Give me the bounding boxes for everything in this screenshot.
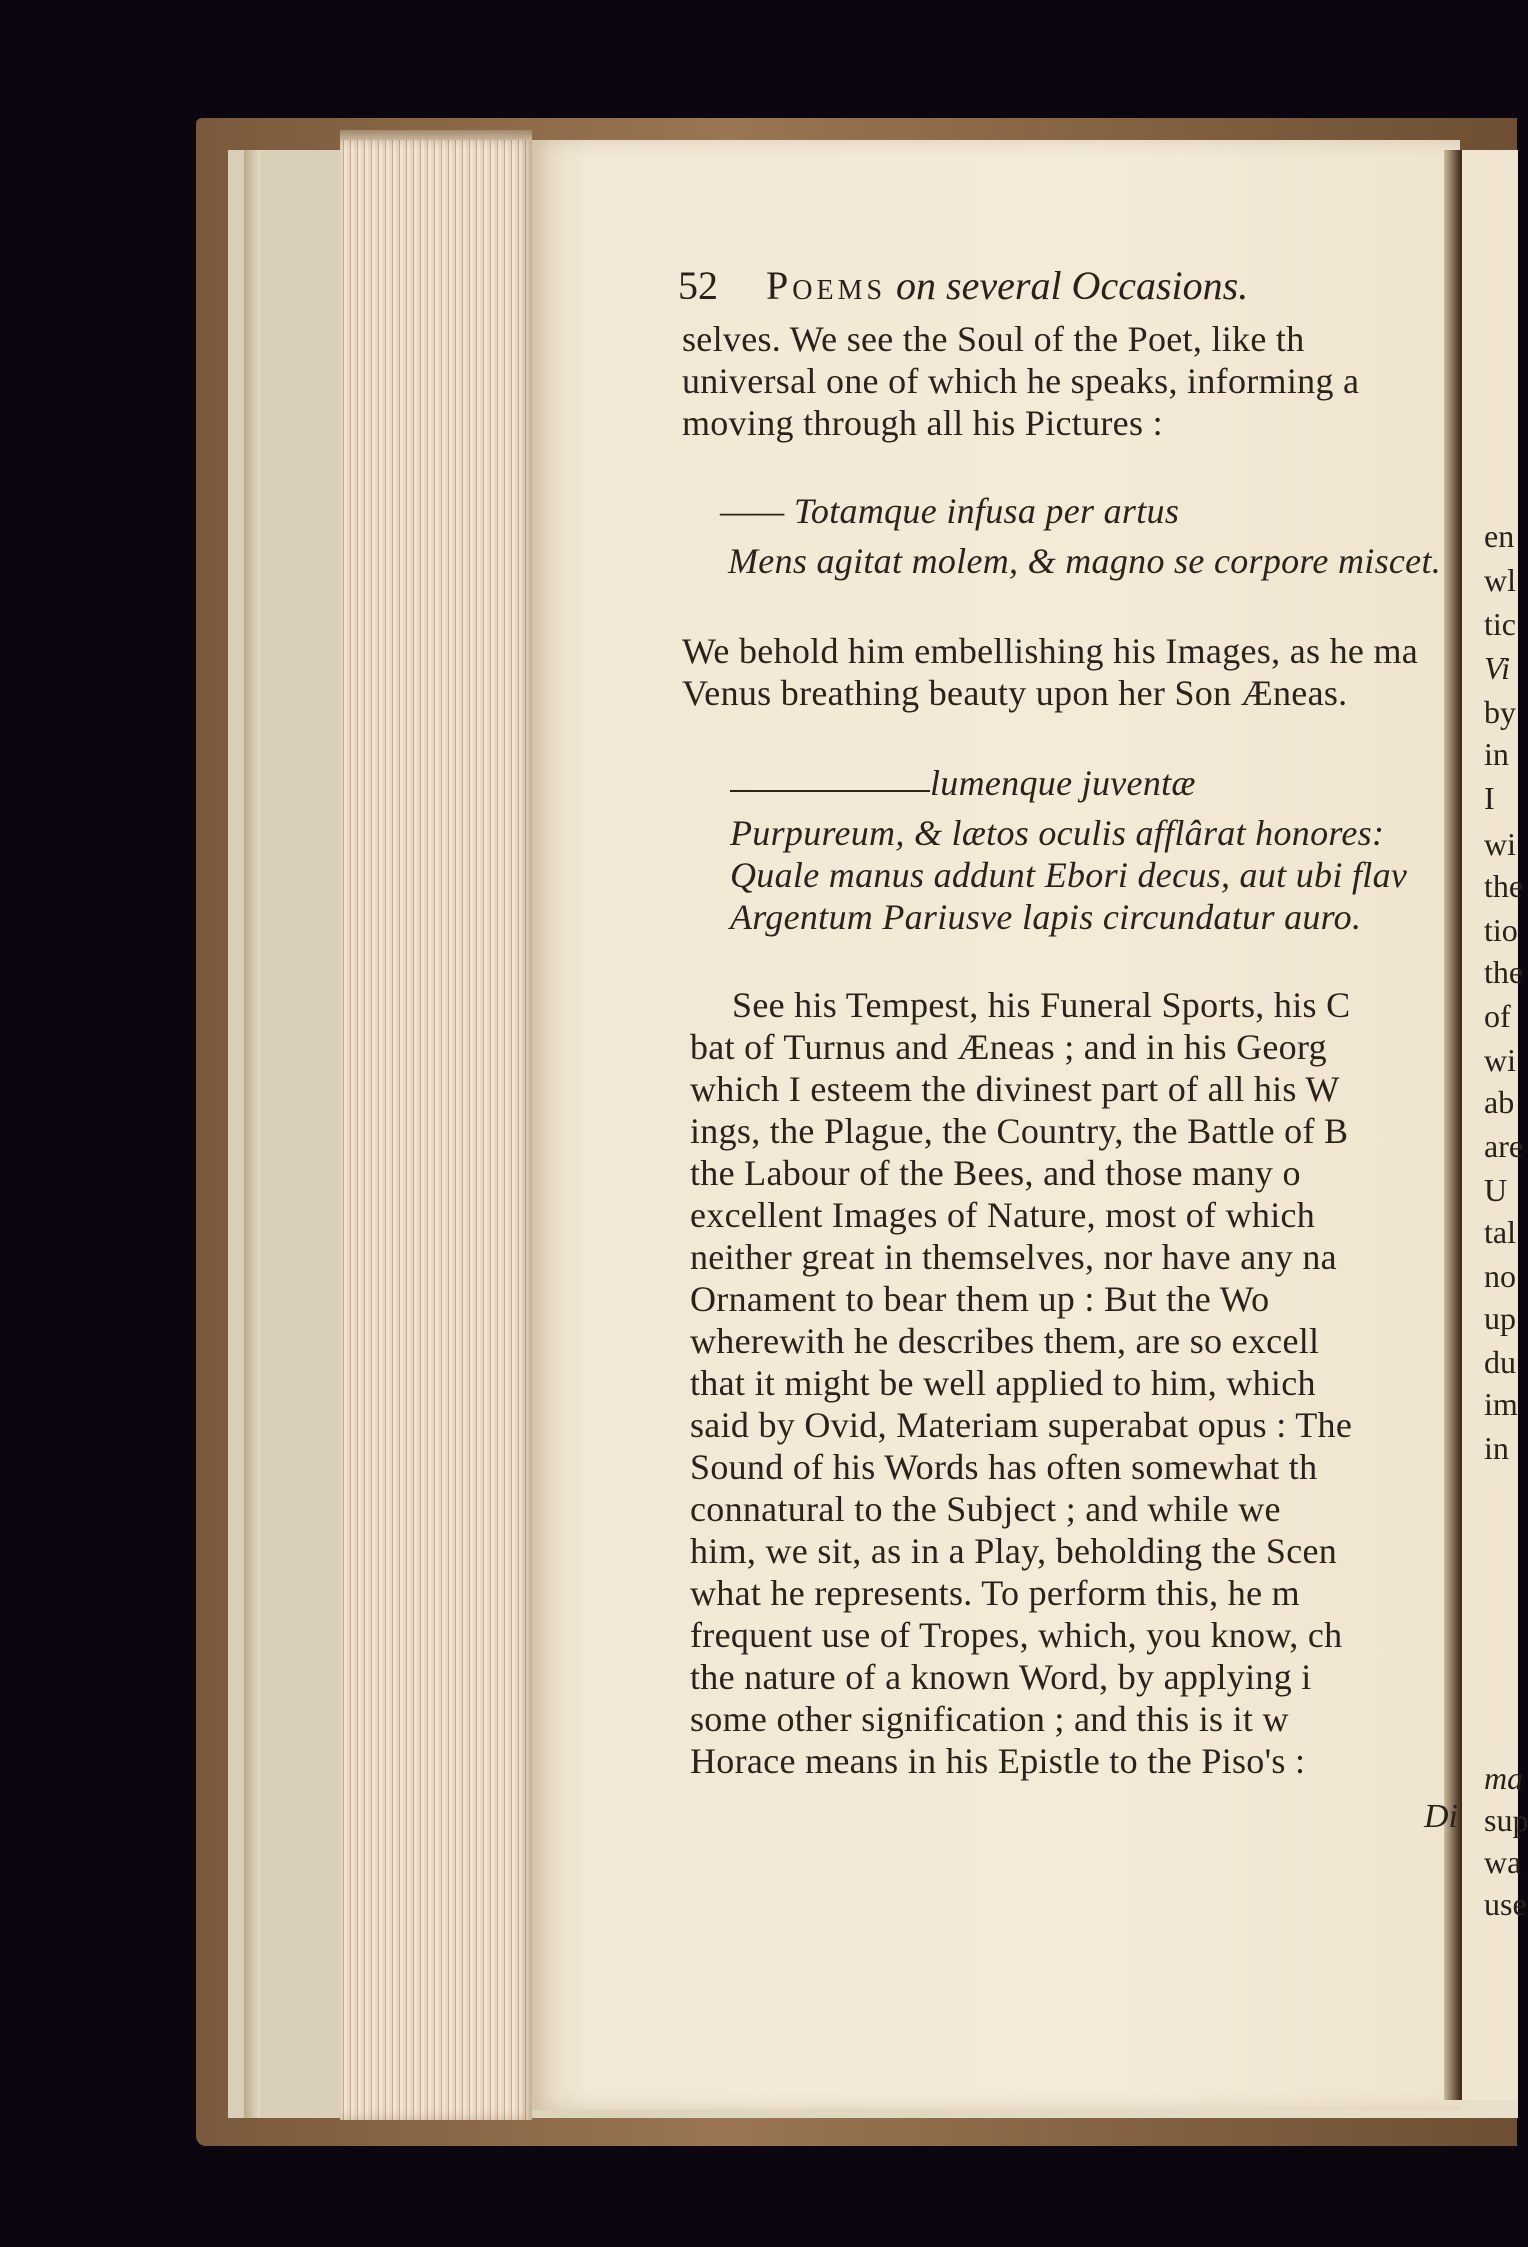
next-page-text: tic (1484, 606, 1516, 642)
next-page-text: ab (1484, 1084, 1515, 1120)
verse-line: Mens agitat molem, & magno se corpore miscet. (728, 541, 1442, 581)
next-page-text: in (1484, 736, 1509, 772)
page-number: 52 (678, 263, 718, 308)
verse-line: Argentum Pariusve lapis circundatur auro. (730, 897, 1362, 937)
next-page-text: U (1484, 1172, 1508, 1208)
running-subtitle: on several Occasions. (896, 263, 1249, 308)
next-page-text: ma (1484, 1760, 1524, 1796)
next-page-text: sup (1484, 1802, 1528, 1838)
next-page-text: I (1484, 780, 1495, 816)
verse-line: —— Totamque infusa per artus (720, 491, 1180, 531)
next-page-text: wi (1484, 1042, 1516, 1078)
next-page-text: the (1484, 868, 1524, 904)
next-page-text: wi (1484, 826, 1516, 862)
next-page-text: du (1484, 1344, 1516, 1380)
catchword: Di (1424, 1798, 1458, 1835)
text-line: what he represents. To perform this, he m (690, 1573, 1300, 1613)
next-page-text: en (1484, 518, 1515, 554)
text-line: See his Tempest, his Funeral Sports, his C (732, 985, 1351, 1025)
text-line: that it might be well applied to him, which (690, 1363, 1316, 1403)
text-line: universal one of which he speaks, informing a (682, 361, 1360, 401)
text-line: neither great in themselves, nor have any na (690, 1237, 1337, 1277)
right-page-fragment (1462, 150, 1528, 2100)
text-line: Sound of his Words has often somewhat th (690, 1447, 1318, 1487)
text-line: the Labour of the Bees, and those many o (690, 1153, 1301, 1193)
next-page-text: of (1484, 998, 1511, 1034)
verse-line: lumenque juventæ (930, 763, 1196, 803)
next-page-text: im (1484, 1386, 1518, 1422)
text-line: Ornament to bear them up : But the Wo (690, 1279, 1270, 1319)
text-line: which I esteem the divinest part of all his W (690, 1069, 1340, 1109)
endpaper-fold (244, 150, 260, 2118)
dash-rule (730, 790, 930, 792)
next-page-text: in (1484, 1430, 1509, 1466)
text-line: excellent Images of Nature, most of which (690, 1195, 1316, 1235)
text-line: the nature of a known Word, by applying i (690, 1657, 1312, 1697)
next-page-text: Vi (1484, 650, 1511, 686)
text-line: We behold him embellishing his Images, as he ma (682, 631, 1419, 671)
text-line: ings, the Plague, the Country, the Battle of B (690, 1111, 1349, 1151)
text-line: connatural to the Subject ; and while we (690, 1489, 1281, 1529)
verse-line: Purpureum, & lætos oculis afflârat honores: (730, 813, 1385, 853)
text-line: said by Ovid, Materiam superabat opus : The (690, 1405, 1353, 1445)
next-page-text: by (1484, 694, 1516, 730)
text-line: frequent use of Tropes, which, you know, ch (690, 1615, 1343, 1655)
running-title: Poems (766, 263, 887, 308)
text-line: Horace means in his Epistle to the Piso's : (690, 1741, 1306, 1781)
text-line: him, we sit, as in a Play, beholding the Scen (690, 1531, 1338, 1571)
next-page-text: the (1484, 954, 1524, 990)
next-page-text: tio (1484, 912, 1518, 948)
next-page-text: wa (1484, 1844, 1522, 1880)
next-page-text: no (1484, 1258, 1516, 1294)
text-line: bat of Turnus and Æneas ; and in his Georg (690, 1027, 1327, 1067)
text-line: some other signification ; and this is it w (690, 1699, 1289, 1739)
running-head (678, 262, 1248, 309)
next-page-text: up (1484, 1300, 1516, 1336)
text-line: wherewith he describes them, are so excell (690, 1321, 1320, 1361)
text-line: selves. We see the Soul of the Poet, like th (682, 319, 1305, 359)
next-page-text: tal (1484, 1214, 1516, 1250)
next-page-text: use (1484, 1886, 1527, 1922)
text-line: Venus breathing beauty upon her Son Æneas. (682, 673, 1348, 713)
page-stack-edges (340, 140, 532, 2120)
next-page-text: are (1484, 1128, 1524, 1164)
verse-line: Quale manus addunt Ebori decus, aut ubi flav (730, 855, 1408, 895)
text-line: moving through all his Pictures : (682, 403, 1163, 443)
next-page-text: wl (1484, 562, 1516, 598)
